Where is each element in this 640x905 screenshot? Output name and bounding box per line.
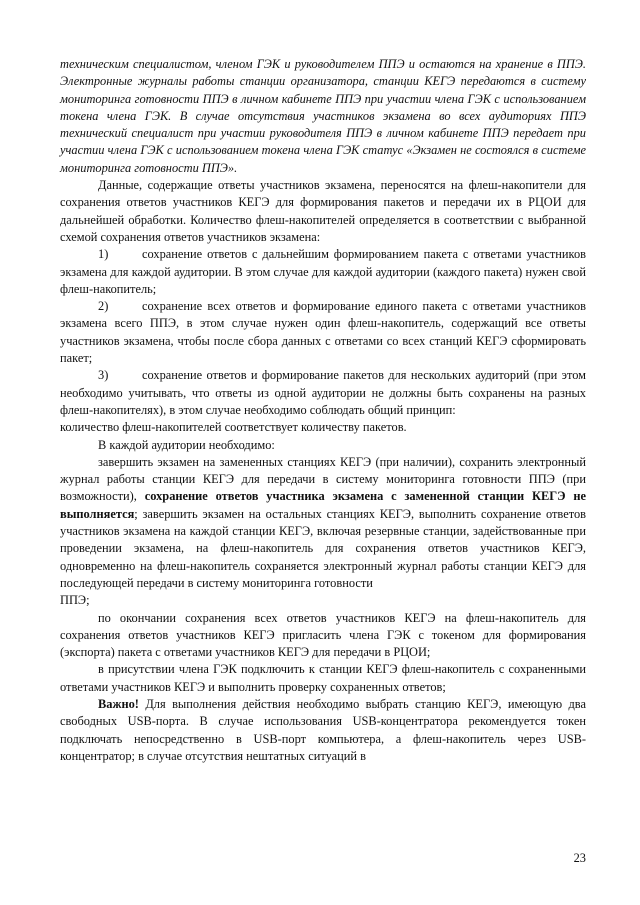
important-text: Для выполнения действия необходимо выбрать станцию КЕГЭ, имеющую два свободных USB-порта. В случае использования USB-концентратора рекомендуется токен подключать непосредственно в USB-порт компьютера, а флеш-накопитель через USB-концентратор; в случае отсутствия нештатных ситуаций в	[60, 696, 586, 763]
page-number: 23	[573, 851, 586, 865]
list-item-number: 3)	[98, 368, 109, 383]
document-page	[60, 56, 586, 765]
finish-text-b: ; завершить экзамен на остальных станциях КЕГЭ, выполнить сохранение ответов участников экзамена на каждой станции КЕГЭ, включая резервные станции, задействованные при проведении экзамена, на флеш-накопитель для сохранения ответов участников КЕГЭ, одновременно на флеш-накопитель сохраняется электронный журнал работы станции КЕГЭ для последующей передачи в систему мониторинга готовности	[60, 506, 586, 590]
paragraph-each-room: В каждой аудитории необходимо:	[98, 437, 275, 452]
list-item	[60, 298, 586, 367]
paragraph-connect-flash: в присутствии члена ГЭК подключить к станции КЕГЭ флеш-накопитель с сохраненными ответами участников КЕГЭ и выполнить проверку сохраненных ответов;	[60, 662, 586, 694]
list-item-text: сохранение ответов и формирование пакетов для нескольких аудиторий (при этом необходимо учитывать, что ответы из одной аудитории не должны быть сохранены на разных флеш-накопителях), в этом случае необходимо соблюдать общий принцип:	[60, 368, 586, 417]
list-item-number: 2)	[98, 299, 109, 314]
paragraph-intro: техническим специалистом, членом ГЭК и руководителем ППЭ и остаются на хранение в ППЭ. Электронные журналы работы станции организатора, станции КЕГЭ передаются в систему мониторинга готовности ППЭ в личном кабинете ППЭ при участии члена ГЭК с использованием токена члена ГЭК. В случае отсутствия участников экзамена во всех аудиториях ППЭ технический специалист при участии руководителя ППЭ в личном кабинете ППЭ передает при участии члена ГЭК с использованием токена члена ГЭК статус «Экзамен не состоялся в системе мониторинга готовности ППЭ».	[60, 57, 586, 175]
paragraph-invite-gek: по окончании сохранения всех ответов участников КЕГЭ на флеш-накопитель для сохранения ответов участников КЕГЭ пригласить члена ГЭК с токеном для формирования (экспорта) пакета с ответами участников КЕГЭ для передачи в РЦОИ;	[60, 610, 586, 660]
important-label: Важно!	[98, 696, 139, 711]
paragraph-finish-tail: ППЭ;	[60, 593, 90, 608]
list-item-number: 1)	[98, 247, 109, 262]
finish-text-a: завершить экзамен на замененных станциях КЕГЭ (при наличии), сохранить электронный журнал работы станции КЕГЭ для передачи в систему мониторинга готовности ППЭ (при возможности),	[60, 454, 586, 504]
paragraph-finish-exam	[60, 454, 586, 592]
list-item	[60, 367, 586, 419]
paragraph-count: количество флеш-накопителей соответствует количеству пакетов.	[60, 420, 407, 435]
list-item	[60, 246, 586, 298]
paragraph-important	[60, 696, 586, 765]
finish-text-bold: сохранение ответов участника экзамена с замененной станции КЕГЭ не выполняется	[60, 489, 586, 521]
list-item-text: сохранение всех ответов и формирование единого пакета с ответами участников экзамена всего ППЭ, в этом случае нужен один флеш-накопитель, содержащий все ответы участников экзамена, чтобы после сбора данных с ответами со всех станций КЕГЭ сформировать пакет;	[60, 299, 586, 366]
paragraph-data-transfer: Данные, содержащие ответы участников экзамена, переносятся на флеш-накопители для сохранения ответов участников КЕГЭ для формирования пакетов и передачи их в РЦОИ для дальнейшей обработки. Количество флеш-накопителей определяется в соответствии с выбранной схемой сохранения ответов участников экзамена:	[60, 178, 586, 244]
list-item-text: сохранение ответов с дальнейшим формированием пакета с ответами участников экзамена для каждой аудитории. В этом случае для каждой аудитории (каждого пакета) нужен свой флеш-накопитель;	[60, 247, 586, 296]
